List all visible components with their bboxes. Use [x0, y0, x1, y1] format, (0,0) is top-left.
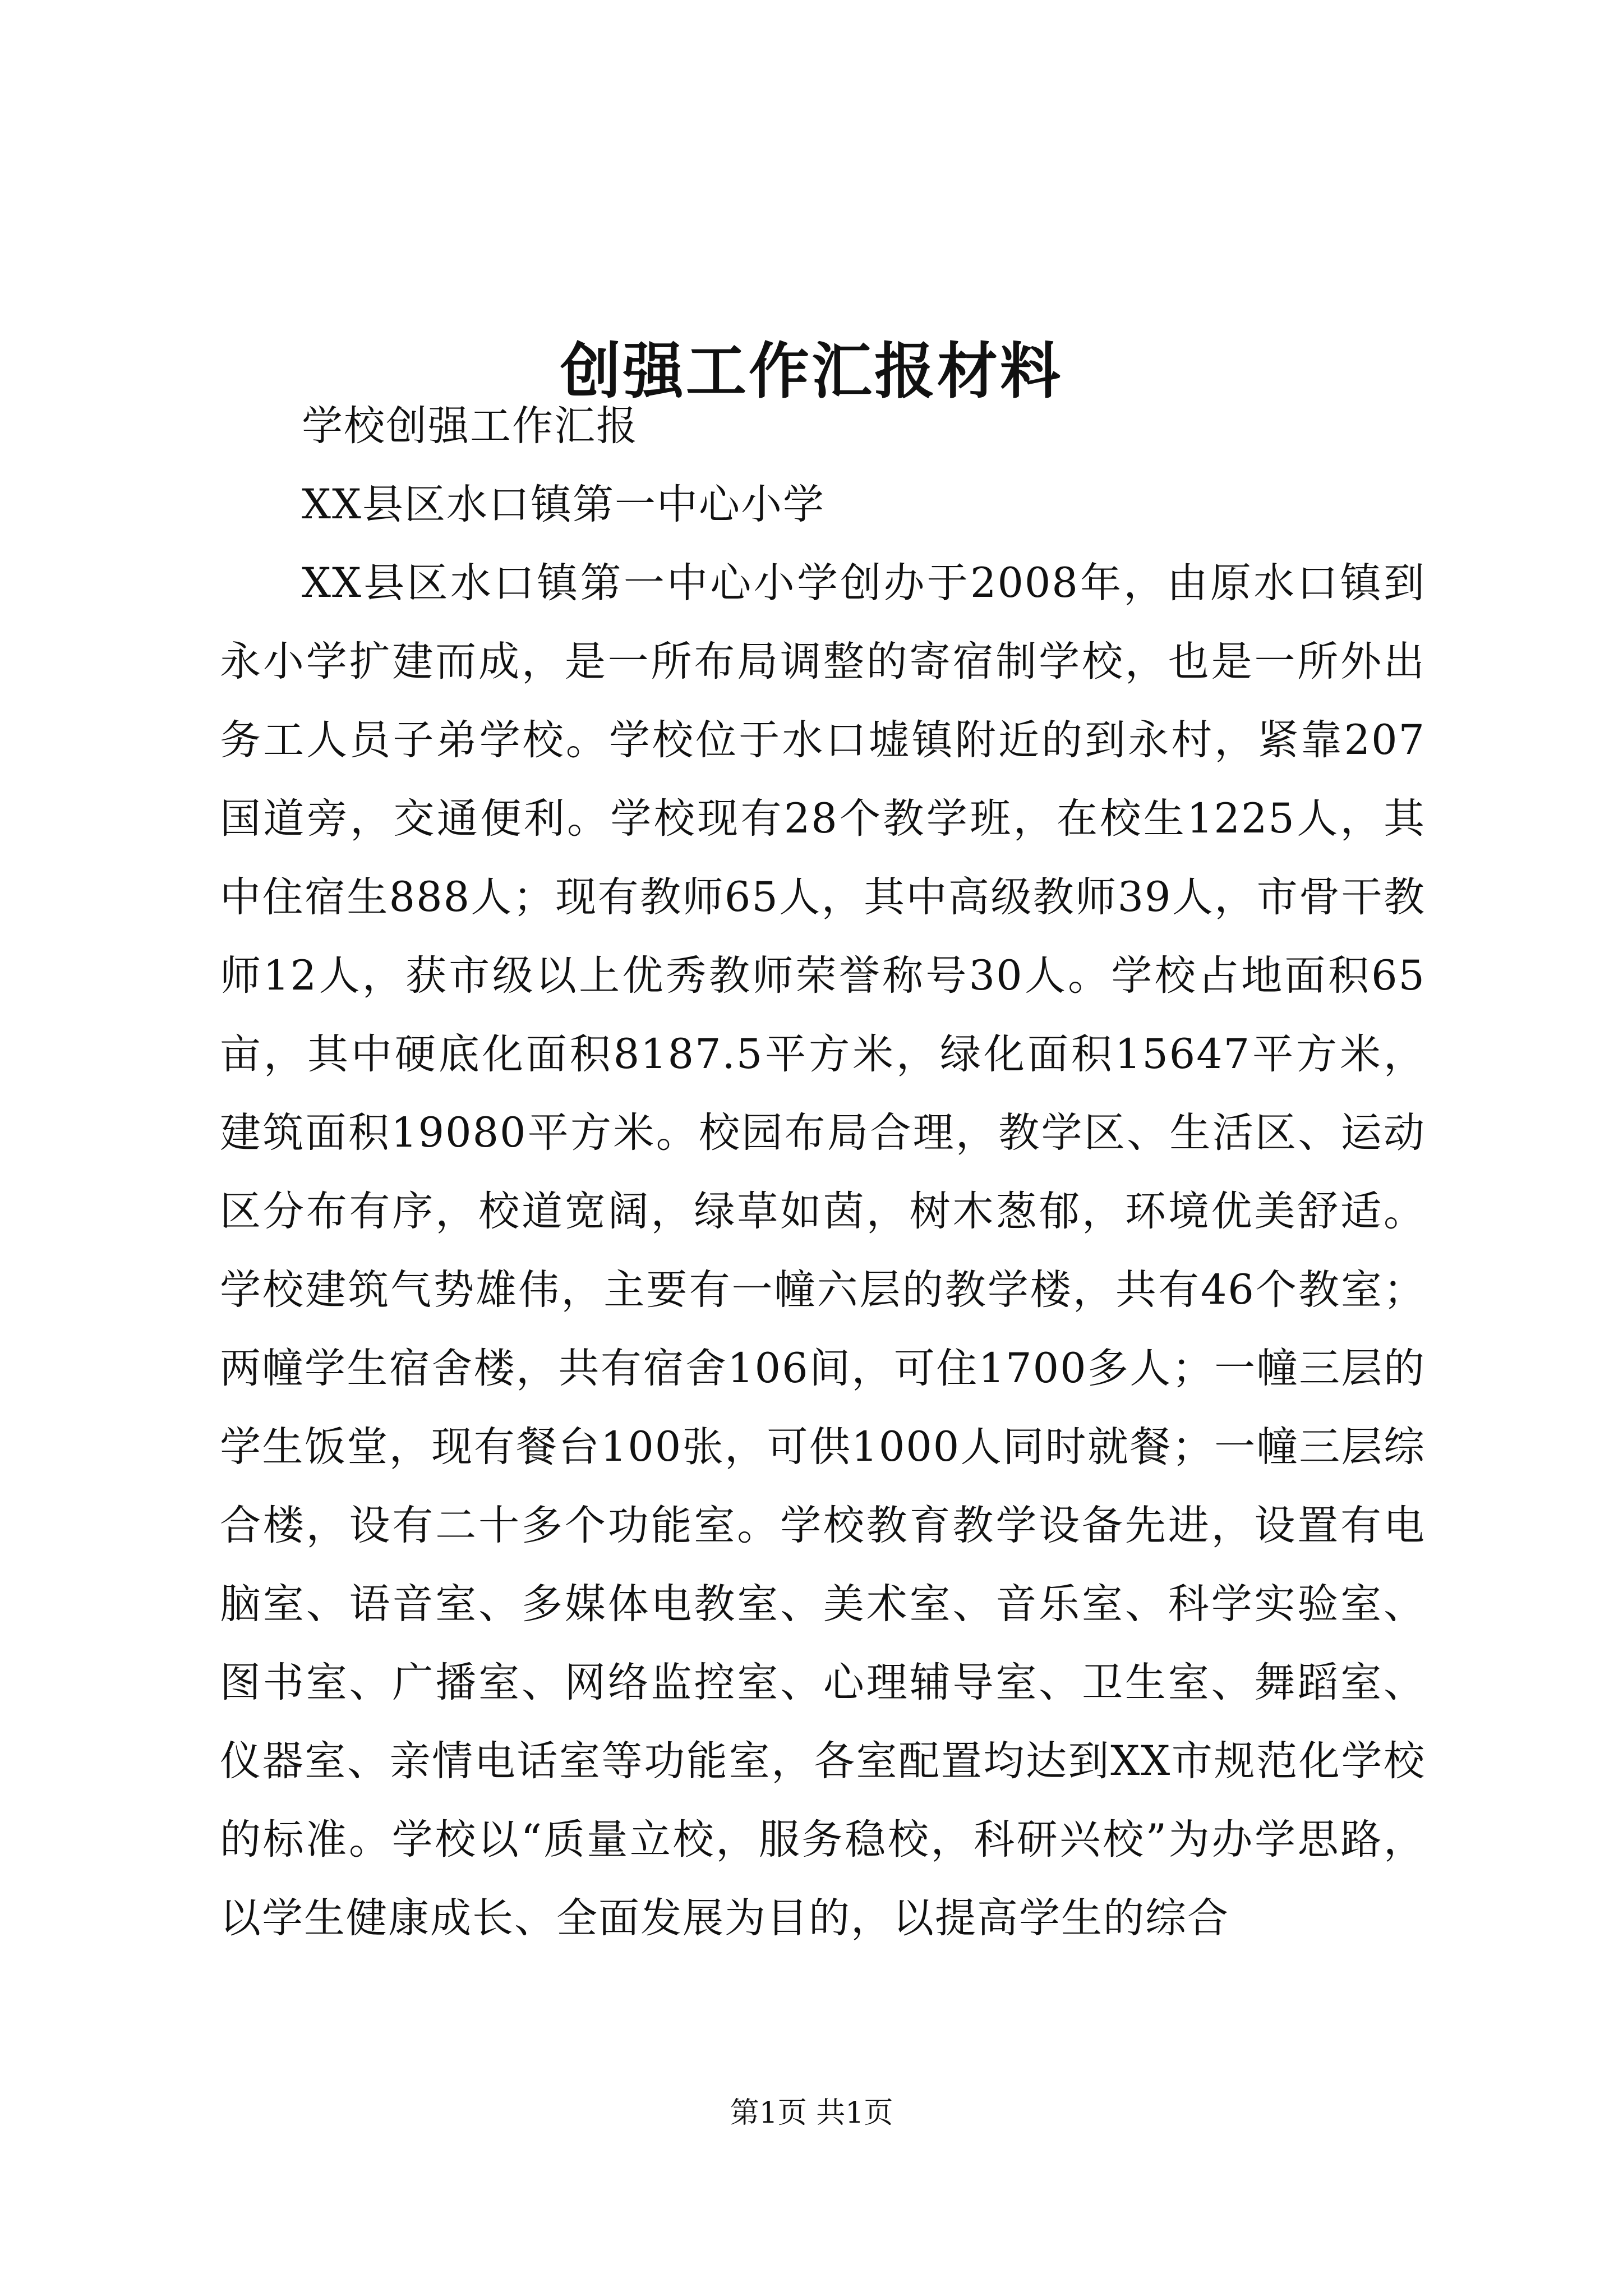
paragraph-school-name: XX县区水口镇第一中心小学	[302, 481, 825, 528]
document-body	[220, 387, 1426, 1958]
paragraph-body: XX县区水口镇第一中心小学创办于2008年，由原水口镇到永小学扩建而成，是一所布局调整的寄宿制学校，也是一所外出务工人员子弟学校。学校位于水口墟镇附近的到永村，紧靠207国道旁，交通便利。学校现有28个教学班，在校生1225人，其中住宿生888人；现有教师65人，其中高级教师39人，市骨干教师12人，获市级以上优秀教师荣誉称号30人。学校占地面积65亩，其中硬底化面积8187.5平方米，绿化面积15647平方米，建筑面积19080平方米。校园布局合理，教学区、生活区、运动区分布有序，校道宽阔，绿草如茵，树木葱郁，环境优美舒适。学校建筑气势雄伟，主要有一幢六层的教学楼，共有46个教室；两幢学生宿舍楼，共有宿舍106间，可住1700多人；一幢三层的学生饭堂，现有餐台100张，可供1000人同时就餐；一幢三层综合楼，设有二十多个功能室。学校教育教学设备先进，设置有电脑室、语音室、多媒体电教室、美术室、音乐室、科学实验室、图书室、广播室、网络监控室、心理辅导室、卫生室、舞蹈室、仪器室、亲情电话室等功能室，各室配置均达到XX市规范化学校的标准。学校以“质量立校，服务稳校，科研兴校”为办学思路，以学生健康成长、全面发展为目的，以提高学生的综合	[220, 559, 1426, 1942]
page-footer: 第1页 共1页	[730, 2096, 893, 2130]
document-title: 创强工作汇报材料	[560, 336, 1063, 407]
paragraph-heading: 学校创强工作汇报	[302, 402, 638, 450]
